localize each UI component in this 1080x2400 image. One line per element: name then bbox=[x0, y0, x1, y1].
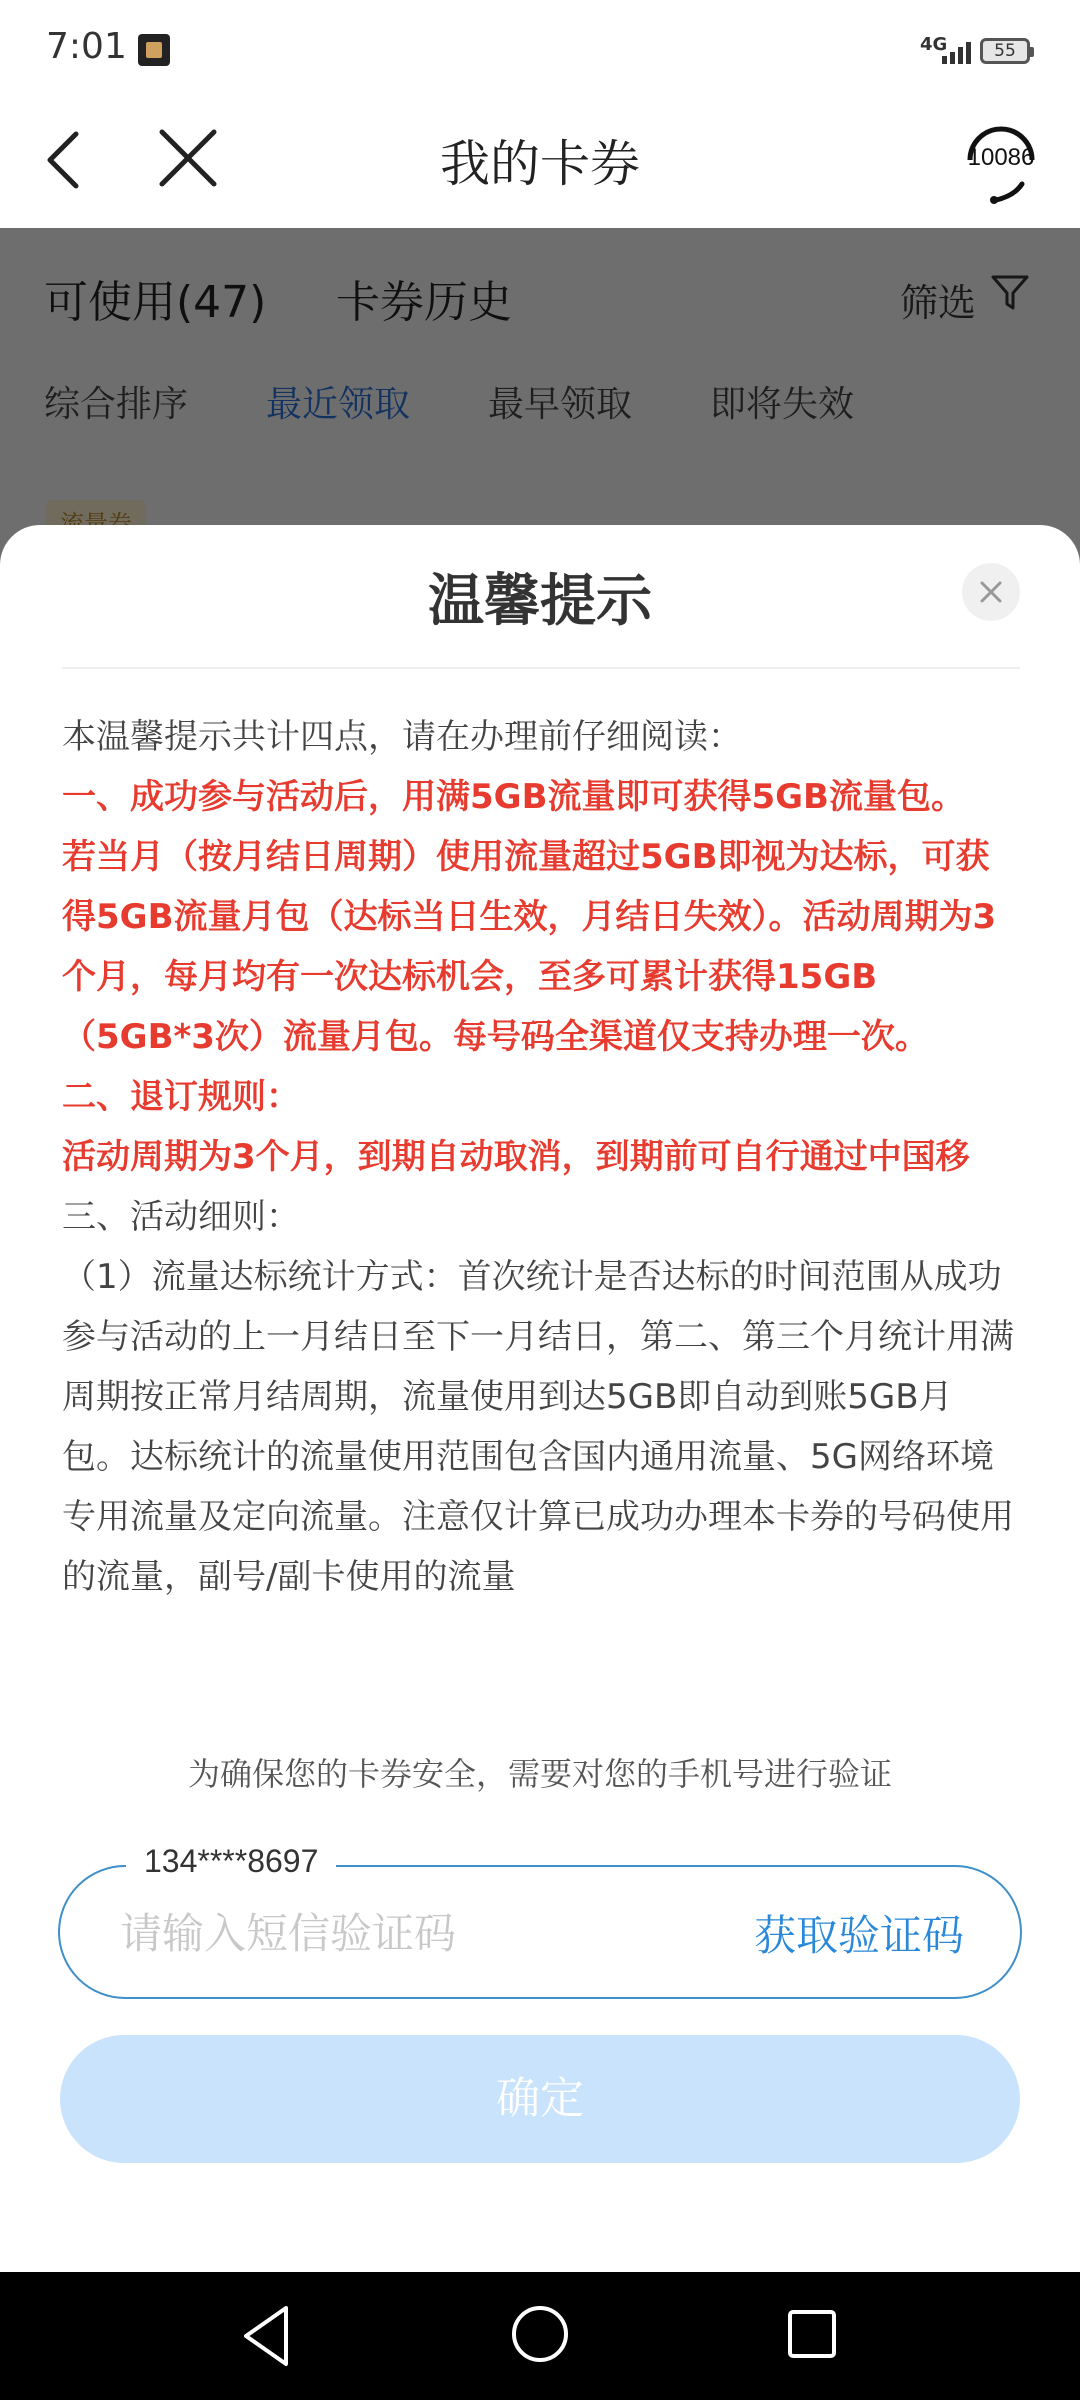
notice-intro: 本温馨提示共计四点，请在办理前仔细阅读： bbox=[62, 717, 742, 757]
system-nav-bar bbox=[0, 2272, 1080, 2400]
system-home-icon[interactable] bbox=[508, 2302, 572, 2366]
network-type: 4G bbox=[920, 34, 948, 55]
divider bbox=[62, 667, 1020, 669]
notice-point-3-body: （1）流量达标统计方式：首次统计是否达标的时间范围从成功参与活动的上一月结日至下一月结日，第二、第三个月统计用满周期按正常月结周期，流量使用到达5GB即自动到账5GB月包。达标统计的流量使用范围包含国内通用流量、5G网络环境专用流量及定向流量。注意仅计算已成功办理本卡券的号码使用的流量，副号/副卡使用的流量 bbox=[62, 1257, 1014, 1597]
customer-service-icon[interactable] bbox=[956, 118, 1046, 208]
notice-point-2-body: 活动周期为3个月，到期自动取消，到期前可自行通过中国移 bbox=[62, 1137, 970, 1177]
verify-hint: 为确保您的卡券安全，需要对您的手机号进行验证 bbox=[187, 1755, 892, 1793]
status-bar bbox=[0, 0, 1080, 100]
page-title: 我的卡券 bbox=[440, 135, 640, 193]
notice-point-2-title: 二、退订规则： bbox=[62, 1077, 300, 1117]
notice-point-1-title: 一、成功参与活动后，用满5GB流量即可获得5GB流量包。 bbox=[62, 777, 965, 817]
confirm-button[interactable]: 确定 bbox=[60, 2035, 1020, 2163]
masked-phone-number: 134****8697 bbox=[126, 1843, 336, 1880]
modal-title: 温馨提示 bbox=[428, 569, 652, 634]
system-back-icon[interactable] bbox=[236, 2302, 300, 2370]
notice-point-3-title: 三、活动细则： bbox=[62, 1197, 300, 1237]
sms-code-input[interactable] bbox=[120, 1901, 640, 1965]
notice-content[interactable] bbox=[62, 707, 1020, 1597]
signal-icon bbox=[942, 42, 972, 64]
battery-icon: 55 bbox=[980, 38, 1030, 64]
close-icon[interactable] bbox=[962, 563, 1020, 621]
get-code-button[interactable]: 获取验证码 bbox=[753, 1911, 964, 1960]
status-time: 7:01 bbox=[46, 26, 127, 67]
app-notification-icon bbox=[138, 34, 170, 66]
sms-code-field[interactable] bbox=[58, 1843, 1022, 1999]
service-number: 10086 bbox=[967, 144, 1035, 171]
top-nav-bar bbox=[0, 100, 1080, 228]
system-recent-apps-icon[interactable] bbox=[782, 2304, 842, 2364]
notice-point-1-body: 若当月（按月结日周期）使用流量超过5GB即视为达标，可获得5GB流量月包（达标当日生效，月结日失效）。活动周期为3个月，每月均有一次达标机会，至多可累计获得15GB（5GB*3次）流量月包。每号码全渠道仅支持办理一次。 bbox=[62, 837, 997, 1057]
notice-modal bbox=[0, 525, 1080, 2272]
